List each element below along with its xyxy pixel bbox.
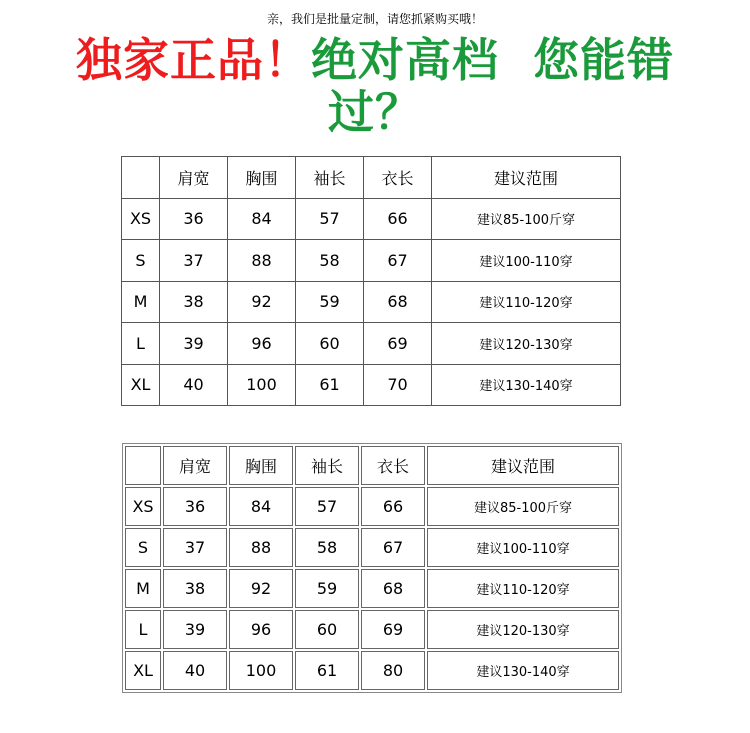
- headline-green-a: 绝对高档: [310, 33, 499, 87]
- table-header-row: [125, 446, 619, 485]
- header-cell: [125, 446, 161, 485]
- shoulder-cell: 36: [163, 487, 227, 526]
- size-table-2: [122, 443, 622, 693]
- header-cell: 衣长: [361, 446, 425, 485]
- size-cell: XL: [122, 364, 160, 406]
- header-cell: 胸围: [229, 446, 293, 485]
- length-cell: 66: [364, 198, 432, 240]
- size-cell: L: [122, 323, 160, 365]
- length-cell: 70: [364, 364, 432, 406]
- range-cell: 建议110-120穿: [427, 569, 619, 608]
- shoulder-cell: 38: [160, 281, 228, 323]
- sleeve-cell: 57: [295, 487, 359, 526]
- shoulder-cell: 39: [160, 323, 228, 365]
- length-cell: 68: [361, 569, 425, 608]
- chest-cell: 88: [228, 240, 296, 282]
- shoulder-cell: 37: [163, 528, 227, 567]
- chest-cell: 100: [229, 651, 293, 690]
- table-header-row: [122, 157, 621, 199]
- chest-cell: 84: [229, 487, 293, 526]
- table-row: [122, 240, 621, 282]
- size-cell: S: [122, 240, 160, 282]
- headline-red: 独家正品！: [75, 33, 311, 87]
- chest-cell: 92: [229, 569, 293, 608]
- header-cell: [122, 157, 160, 199]
- size-cell: S: [125, 528, 161, 567]
- range-cell: 建议100-110穿: [432, 240, 621, 282]
- size-cell: XS: [125, 487, 161, 526]
- header-cell: 袖长: [296, 157, 364, 199]
- sleeve-cell: 57: [296, 198, 364, 240]
- range-cell: 建议85-100斤穿: [427, 487, 619, 526]
- length-cell: 80: [361, 651, 425, 690]
- shoulder-cell: 38: [163, 569, 227, 608]
- range-cell: 建议130-140穿: [432, 364, 621, 406]
- size-table-1: [121, 156, 621, 406]
- size-cell: M: [125, 569, 161, 608]
- sleeve-cell: 58: [296, 240, 364, 282]
- sleeve-cell: 58: [295, 528, 359, 567]
- length-cell: 67: [364, 240, 432, 282]
- header-cell: 袖长: [295, 446, 359, 485]
- header-cell: 衣长: [364, 157, 432, 199]
- chest-cell: 100: [228, 364, 296, 406]
- range-cell: 建议130-140穿: [427, 651, 619, 690]
- table-row: [122, 364, 621, 406]
- header-cell: 建议范围: [427, 446, 619, 485]
- table-row: [122, 281, 621, 323]
- table-row: [125, 569, 619, 608]
- header-cell: 胸围: [228, 157, 296, 199]
- length-cell: 69: [364, 323, 432, 365]
- table-row: [125, 528, 619, 567]
- chest-cell: 88: [229, 528, 293, 567]
- shoulder-cell: 37: [160, 240, 228, 282]
- sleeve-cell: 61: [295, 651, 359, 690]
- length-cell: 68: [364, 281, 432, 323]
- sleeve-cell: 61: [296, 364, 364, 406]
- length-cell: 67: [361, 528, 425, 567]
- sleeve-cell: 60: [296, 323, 364, 365]
- chest-cell: 84: [228, 198, 296, 240]
- chest-cell: 96: [229, 610, 293, 649]
- headline: [60, 34, 690, 138]
- size-cell: XL: [125, 651, 161, 690]
- range-cell: 建议120-130穿: [427, 610, 619, 649]
- shoulder-cell: 36: [160, 198, 228, 240]
- range-cell: 建议100-110穿: [427, 528, 619, 567]
- table-row: [125, 487, 619, 526]
- range-cell: 建议110-120穿: [432, 281, 621, 323]
- size-cell: L: [125, 610, 161, 649]
- shoulder-cell: 39: [163, 610, 227, 649]
- table-row: [122, 323, 621, 365]
- sleeve-cell: 59: [296, 281, 364, 323]
- chest-cell: 92: [228, 281, 296, 323]
- range-cell: 建议85-100斤穿: [432, 198, 621, 240]
- header-cell: 肩宽: [160, 157, 228, 199]
- length-cell: 69: [361, 610, 425, 649]
- header-cell: 肩宽: [163, 446, 227, 485]
- headline-green-b: 您能错过？: [328, 33, 675, 139]
- size-cell: XS: [122, 198, 160, 240]
- table-row: [125, 651, 619, 690]
- chest-cell: 96: [228, 323, 296, 365]
- range-cell: 建议120-130穿: [432, 323, 621, 365]
- header-cell: 建议范围: [432, 157, 621, 199]
- table-row: [122, 198, 621, 240]
- sleeve-cell: 59: [295, 569, 359, 608]
- shoulder-cell: 40: [160, 364, 228, 406]
- shoulder-cell: 40: [163, 651, 227, 690]
- table-row: [125, 610, 619, 649]
- size-cell: M: [122, 281, 160, 323]
- sleeve-cell: 60: [295, 610, 359, 649]
- notice-text: 亲，我们是批量定制，请您抓紧购买哦！: [266, 12, 483, 26]
- length-cell: 66: [361, 487, 425, 526]
